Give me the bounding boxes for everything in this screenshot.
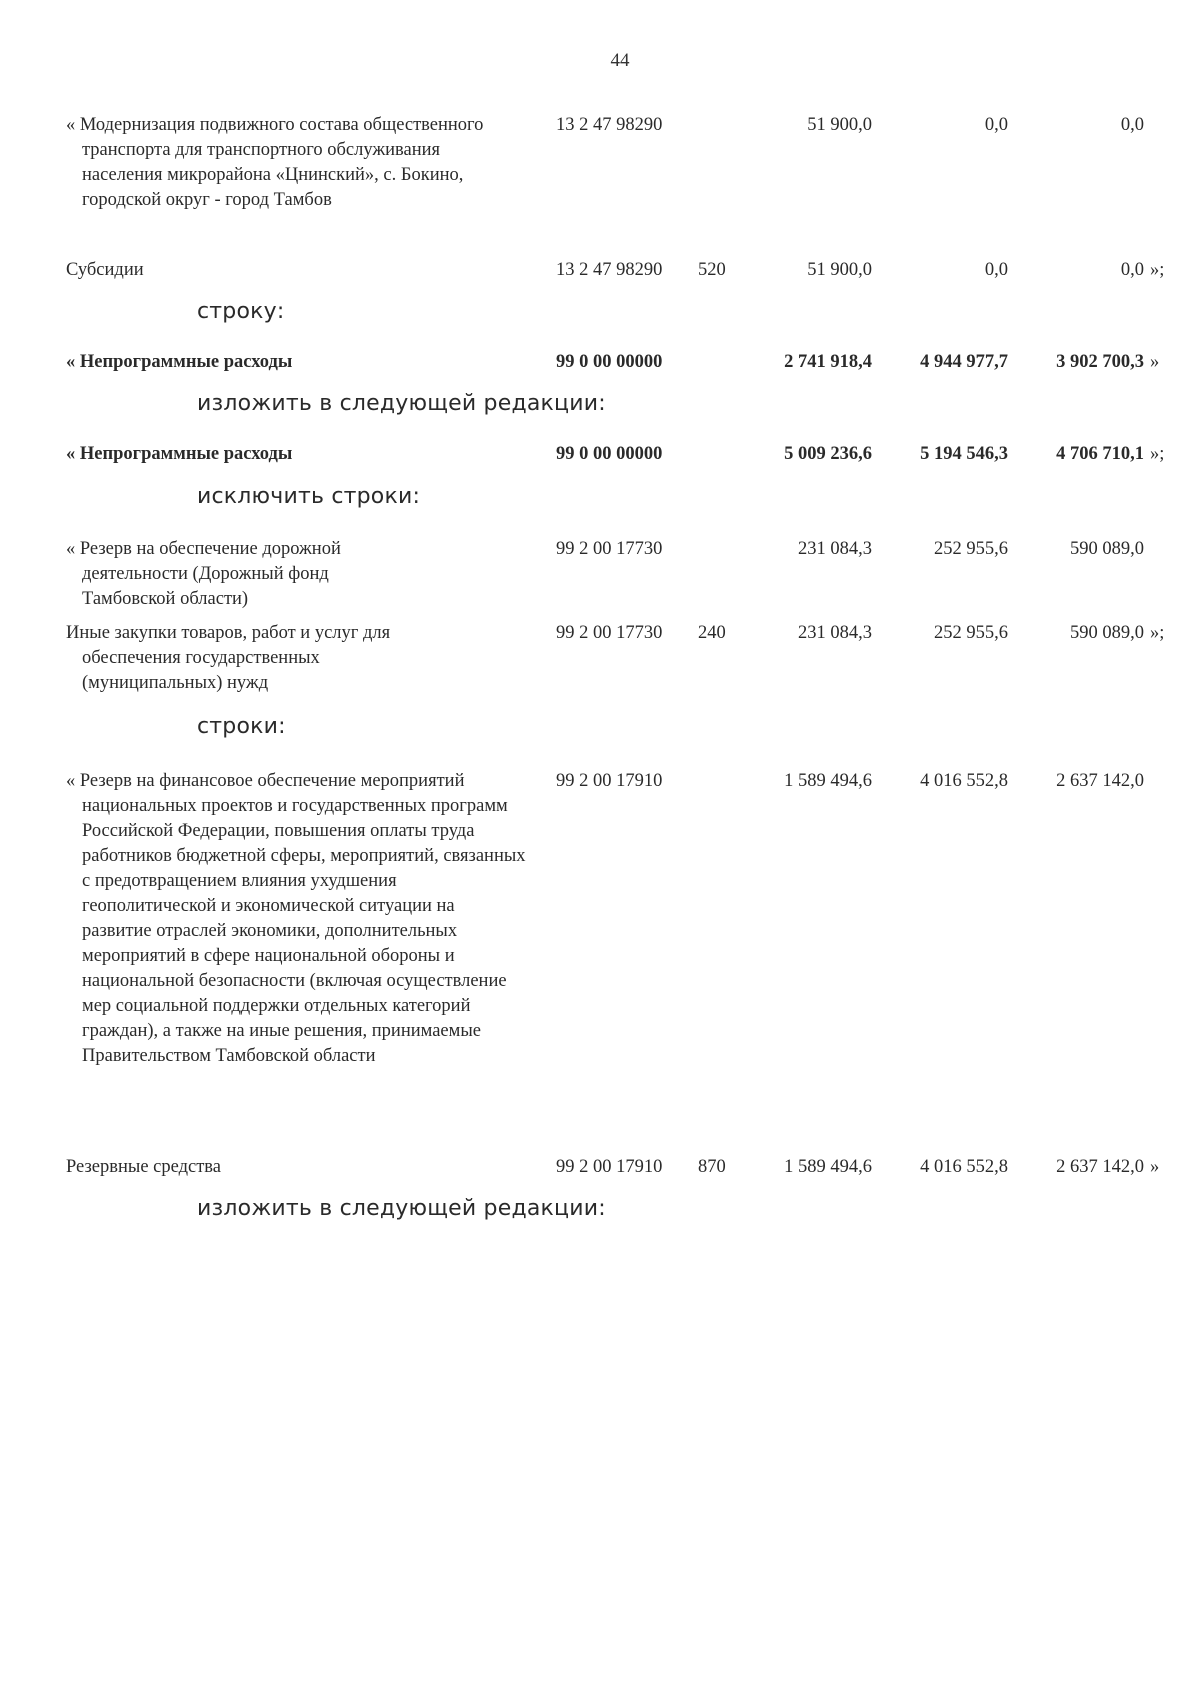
row-value-3: 2 637 142,0	[1056, 771, 1144, 791]
row-tail: »;	[1150, 260, 1165, 280]
row-tail: »	[1150, 352, 1160, 372]
row-name: « Резерв на обеспечение дорожной деятельности (Дорожный фонд Тамбовской области)	[66, 539, 341, 609]
instruction-text: строки:	[197, 714, 286, 739]
row-value-2: 0,0	[984, 260, 1008, 280]
row-code: 13 2 47 98290	[556, 260, 663, 280]
row-code: 99 2 00 17910	[556, 771, 663, 791]
row-value-3: 590 089,0	[1070, 623, 1144, 643]
row-value-3: 0,0	[1120, 115, 1144, 135]
row-code: 13 2 47 98290	[556, 115, 663, 135]
row-name: Субсидии	[66, 260, 144, 280]
row-value-1: 2 741 918,4	[784, 352, 872, 372]
row-value-2: 4 016 552,8	[920, 771, 1008, 791]
row-name: « Непрограммные расходы	[66, 352, 293, 372]
instruction-text: исключить строки:	[197, 484, 421, 509]
row-value-3: 0,0	[1120, 260, 1144, 280]
row-value-3: 2 637 142,0	[1056, 1157, 1144, 1177]
row-value-1: 231 084,3	[798, 623, 872, 643]
row-tail: »;	[1150, 623, 1165, 643]
row-code: 99 2 00 17910	[556, 1157, 663, 1177]
row-value-3: 4 706 710,1	[1056, 444, 1144, 464]
row-name: « Резерв на финансовое обеспечение мероприятий национальных проектов и государственных программ Российской Федерации, повышения оплаты труда работников бюджетной сферы, мероприятий, связанных с предотвращением влияния ухудшения геополитической и экономической ситуации на развитие отраслей экономики, дополнительных мероприятий в сфере национальной обороны и национальной безопасности (включая осуществление мер социальной поддержки отдельных категорий граждан), а также на иные решения, принимаемые Правительством Тамбовской области	[66, 771, 526, 1066]
row-value-2: 4 944 977,7	[920, 352, 1008, 372]
row-value-1: 5 009 236,6	[784, 444, 872, 464]
row-vr: 240	[698, 623, 726, 643]
instruction-text: изложить в следующей редакции:	[197, 1196, 606, 1221]
row-value-2: 5 194 546,3	[920, 444, 1008, 464]
row-code: 99 0 00 00000	[556, 444, 663, 464]
row-name: Резервные средства	[66, 1157, 221, 1177]
row-vr: 870	[698, 1157, 726, 1177]
row-code: 99 0 00 00000	[556, 352, 663, 372]
row-tail: »	[1150, 1157, 1160, 1177]
row-value-3: 590 089,0	[1070, 539, 1144, 559]
row-name: « Непрограммные расходы	[66, 444, 293, 464]
instruction-text: изложить в следующей редакции:	[197, 391, 606, 416]
row-value-1: 1 589 494,6	[784, 1157, 872, 1177]
row-value-1: 51 900,0	[807, 115, 872, 135]
row-value-3: 3 902 700,3	[1056, 352, 1144, 372]
row-vr: 520	[698, 260, 726, 280]
row-value-1: 1 589 494,6	[784, 771, 872, 791]
row-value-2: 0,0	[984, 115, 1008, 135]
row-name: « Модернизация подвижного состава общественного транспорта для транспортного обслуживания населения микрорайона «Цнинский», с. Бокино, городской округ - город Тамбов	[66, 115, 484, 210]
row-code: 99 2 00 17730	[556, 623, 663, 643]
instruction-text: строку:	[197, 299, 285, 324]
row-tail: »;	[1150, 444, 1165, 464]
page-number: 44	[610, 50, 630, 71]
row-value-2: 252 955,6	[934, 623, 1008, 643]
row-code: 99 2 00 17730	[556, 539, 663, 559]
row-value-2: 4 016 552,8	[920, 1157, 1008, 1177]
row-value-1: 51 900,0	[807, 260, 872, 280]
row-value-2: 252 955,6	[934, 539, 1008, 559]
row-name: Иные закупки товаров, работ и услуг для обеспечения государственных (муниципальных) нужд	[66, 623, 391, 693]
row-value-1: 231 084,3	[798, 539, 872, 559]
